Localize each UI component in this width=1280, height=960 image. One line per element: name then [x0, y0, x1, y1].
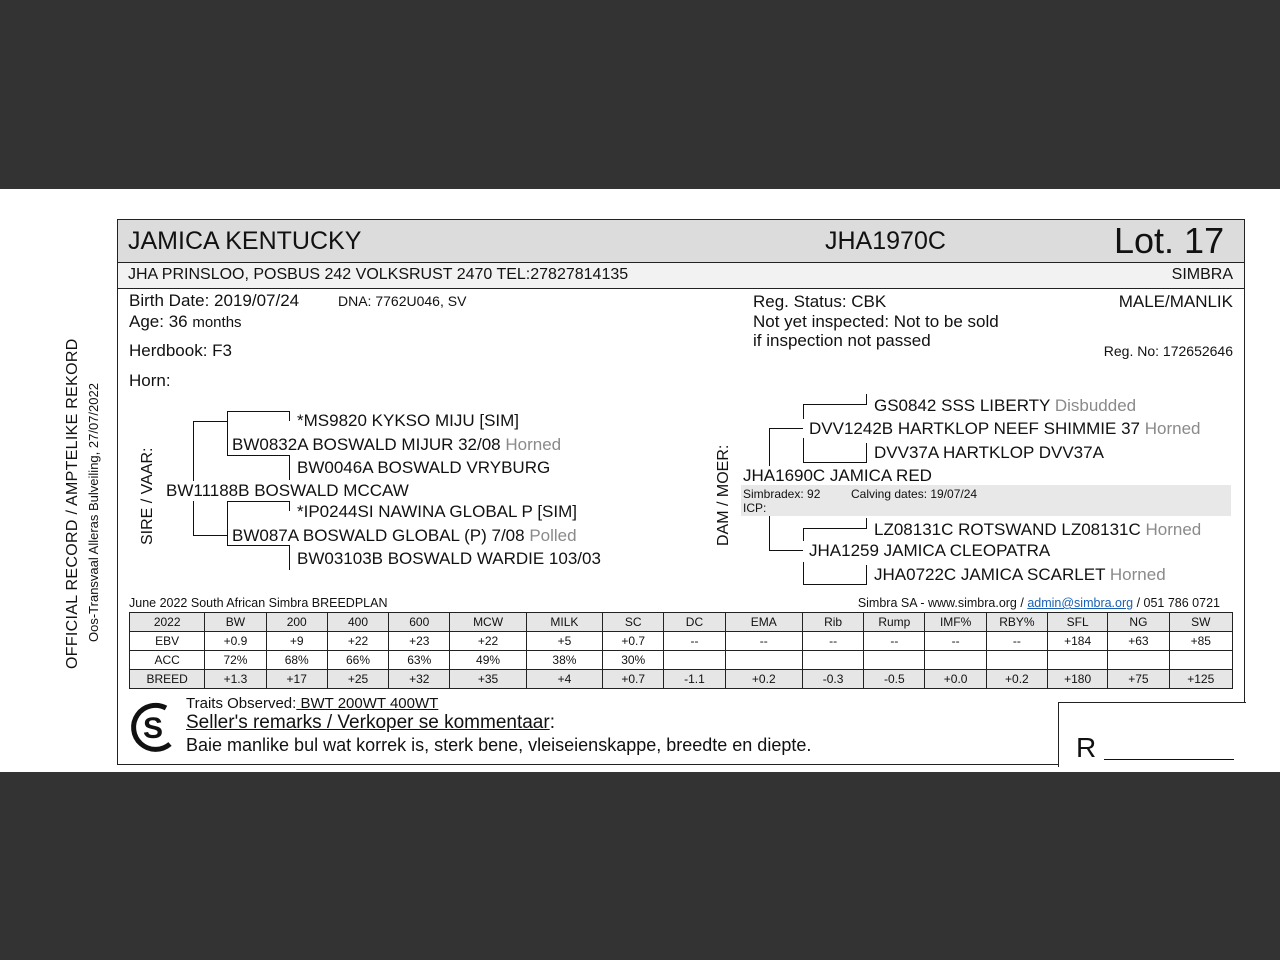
table-header: NG: [1108, 613, 1169, 632]
age: [129, 312, 242, 332]
dam-dam-sire-horn: Horned: [1145, 520, 1202, 539]
dam-dam-sire-name: LZ08131C ROTSWAND LZ08131C: [874, 520, 1141, 539]
table-cell: ACC: [130, 651, 205, 670]
table-cell: +75: [1108, 670, 1169, 689]
table-cell: +125: [1169, 670, 1232, 689]
simbra-logo-icon: [126, 700, 178, 754]
table-cell: 63%: [389, 651, 450, 670]
dam-sire-name: DVV1242B HARTKLOP NEEF SHIMMIE 37: [809, 419, 1140, 438]
sire-sire-sire: *MS9820 KYKSO MIJU [SIM]: [297, 411, 520, 430]
dam-sire: [809, 419, 1201, 439]
table-cell: --: [664, 632, 725, 651]
traits-value: BWT 200WT 400WT: [296, 695, 439, 712]
table-cell: --: [864, 632, 925, 651]
table-cell: +184: [1048, 632, 1108, 651]
sire-dam-sire: *IP0244SI NAWINA GLOBAL P [SIM]: [297, 502, 577, 521]
table-cell: +0.9: [205, 632, 266, 651]
table-cell: +35: [450, 670, 526, 689]
table-cell: +0.0: [925, 670, 986, 689]
price-line[interactable]: [1104, 759, 1234, 760]
sire-dam-name: BW087A BOSWALD GLOBAL (P) 7/08: [232, 526, 525, 545]
table-cell: 30%: [603, 651, 664, 670]
table-cell: BREED: [130, 670, 205, 689]
table-cell: --: [986, 632, 1047, 651]
table-header: MILK: [526, 613, 602, 632]
reg-status: Reg. Status: CBK: [753, 292, 887, 311]
table-cell: 72%: [205, 651, 266, 670]
ebv-table: [129, 612, 1233, 689]
table-cell: -1.1: [664, 670, 725, 689]
sire-sire-horn: Horned: [505, 435, 562, 454]
table-header: MCW: [450, 613, 526, 632]
table-cell: [986, 651, 1047, 670]
table-cell: +22: [327, 632, 388, 651]
sire-name: BW11188B BOSWALD MCCAW: [166, 481, 409, 500]
dam-sire-sire: [874, 396, 1136, 416]
table-cell: [725, 651, 802, 670]
table-cell: +32: [389, 670, 450, 689]
dam-sire-sire-name: GS0842 SSS LIBERTY: [874, 396, 1051, 415]
table-cell: --: [925, 632, 986, 651]
ebv-row: [130, 632, 1233, 651]
table-cell: +0.2: [725, 670, 802, 689]
birth-date: Birth Date: 2019/07/24: [129, 291, 300, 310]
remarks-text: Baie manlike bul wat korrek is, sterk bene, vleiseienskappe, breedte en diepte.: [186, 735, 812, 755]
simbradex: Simbradex: 92: [743, 487, 821, 501]
dam-dam: JHA1259 JAMICA CLEOPATRA: [809, 541, 1051, 560]
email-link[interactable]: admin@simbra.org: [1027, 596, 1134, 610]
breedplan-contact: [858, 596, 1220, 610]
table-header: 2022: [130, 613, 205, 632]
table-cell: +9: [266, 632, 327, 651]
table-header: SC: [603, 613, 664, 632]
table-header: IMF%: [925, 613, 986, 632]
table-header: 200: [266, 613, 327, 632]
ebv-header-row: [130, 613, 1233, 632]
logo-letter: S: [143, 712, 164, 745]
breedplan-title: June 2022 South African Simbra BREEDPLAN: [129, 596, 388, 610]
table-cell: +25: [327, 670, 388, 689]
table-cell: 66%: [327, 651, 388, 670]
lot-number: Lot. 17: [1114, 220, 1225, 261]
sex: MALE/MANLIK: [1118, 292, 1233, 311]
phone: / 051 786 0721: [1136, 596, 1220, 610]
table-cell: +0.7: [603, 632, 664, 651]
table-cell: +63: [1108, 632, 1169, 651]
table-cell: +0.7: [603, 670, 664, 689]
sire-sire-dam: BW0046A BOSWALD VRYBURG: [297, 458, 551, 477]
table-cell: 38%: [526, 651, 602, 670]
table-cell: --: [725, 632, 802, 651]
table-header: Rump: [864, 613, 925, 632]
herdbook: Herdbook: F3: [129, 341, 232, 360]
table-cell: +1.3: [205, 670, 266, 689]
table-cell: +5: [526, 632, 602, 651]
sire-dam: [232, 526, 577, 546]
dam-sire-dam: DVV37A HARTKLOP DVV37A: [874, 443, 1104, 462]
sire-dam-dam: BW03103B BOSWALD WARDIE 103/03: [297, 549, 601, 568]
table-cell: +23: [389, 632, 450, 651]
table-cell: 49%: [450, 651, 526, 670]
table-cell: EBV: [130, 632, 205, 651]
dam-dam-dam-name: JHA0722C JAMICA SCARLET: [874, 565, 1106, 584]
dam-sire-sire-horn: Disbudded: [1054, 396, 1137, 415]
sire-sire-name: BW0832A BOSWALD MIJUR 32/08: [232, 435, 501, 454]
table-header: EMA: [725, 613, 802, 632]
age-value: Age: 36: [129, 312, 188, 331]
table-header: SW: [1169, 613, 1232, 632]
table-cell: +17: [266, 670, 327, 689]
table-header: RBY%: [986, 613, 1047, 632]
inspection-note-1: Not yet inspected: Not to be sold: [753, 312, 999, 331]
calving-dates: Calving dates: 19/07/24: [851, 487, 978, 501]
dam-dam-dam: [874, 565, 1166, 585]
dam-sire-horn: Horned: [1144, 419, 1201, 438]
table-cell: +180: [1048, 670, 1108, 689]
official-record-label: OFFICIAL RECORD / AMPTELIKE REKORD: [64, 338, 81, 669]
table-header: BW: [205, 613, 266, 632]
table-cell: +4: [526, 670, 602, 689]
inspection-note-2: if inspection not passed: [753, 331, 931, 350]
table-cell: [1169, 651, 1232, 670]
table-cell: [802, 651, 863, 670]
remarks-heading-text: Seller's remarks / Verkoper se kommentaar: [186, 712, 550, 733]
auction-label: Oos-Transvaal Alleras Bulveiling, 27/07/2022: [86, 383, 101, 642]
table-cell: [925, 651, 986, 670]
website: Simbra SA - www.simbra.org /: [857, 596, 1024, 610]
table-header: Rib: [802, 613, 863, 632]
dam-name: JHA1690C JAMICA RED: [743, 466, 932, 485]
acc-row: [130, 651, 1233, 670]
traits-label: Traits Observed:: [186, 695, 297, 712]
table-cell: +0.2: [986, 670, 1047, 689]
price-label: R: [1076, 732, 1097, 763]
table-header: 400: [327, 613, 388, 632]
traits-observed: [186, 695, 438, 712]
table-cell: [664, 651, 725, 670]
horn-label: Horn:: [129, 371, 171, 390]
breed-row: [130, 670, 1233, 689]
dna-info: DNA: 7762U046, SV: [338, 293, 467, 309]
animal-code: JHA1970C: [825, 227, 946, 255]
breed-label: SIMBRA: [1171, 266, 1233, 283]
dam-dam-dam-horn: Horned: [1109, 565, 1166, 584]
table-header: 600: [389, 613, 450, 632]
table-cell: --: [802, 632, 863, 651]
sire-sire: [232, 435, 561, 455]
remarks-colon: :: [549, 712, 555, 733]
table-cell: 68%: [266, 651, 327, 670]
table-cell: +85: [1169, 632, 1232, 651]
table-cell: [1108, 651, 1169, 670]
icp: ICP:: [743, 501, 767, 515]
dam-label: DAM / MOER:: [715, 444, 732, 546]
table-header: DC: [664, 613, 725, 632]
table-cell: -0.3: [802, 670, 863, 689]
reg-number: Reg. No: 172652646: [1103, 343, 1233, 359]
owner-address: JHA PRINSLOO, POSBUS 242 VOLKSRUST 2470 TEL:27827814135: [128, 266, 629, 283]
table-header: SFL: [1048, 613, 1108, 632]
sire-dam-horn: Polled: [529, 526, 577, 545]
remarks-heading: [186, 712, 555, 734]
table-cell: [864, 651, 925, 670]
sire-label: SIRE / VAAR:: [139, 447, 156, 545]
animal-name: JAMICA KENTUCKY: [128, 227, 362, 255]
table-cell: -0.5: [864, 670, 925, 689]
table-cell: +22: [450, 632, 526, 651]
dam-dam-sire: [874, 520, 1201, 540]
table-cell: [1048, 651, 1108, 670]
age-unit: months: [192, 314, 242, 331]
